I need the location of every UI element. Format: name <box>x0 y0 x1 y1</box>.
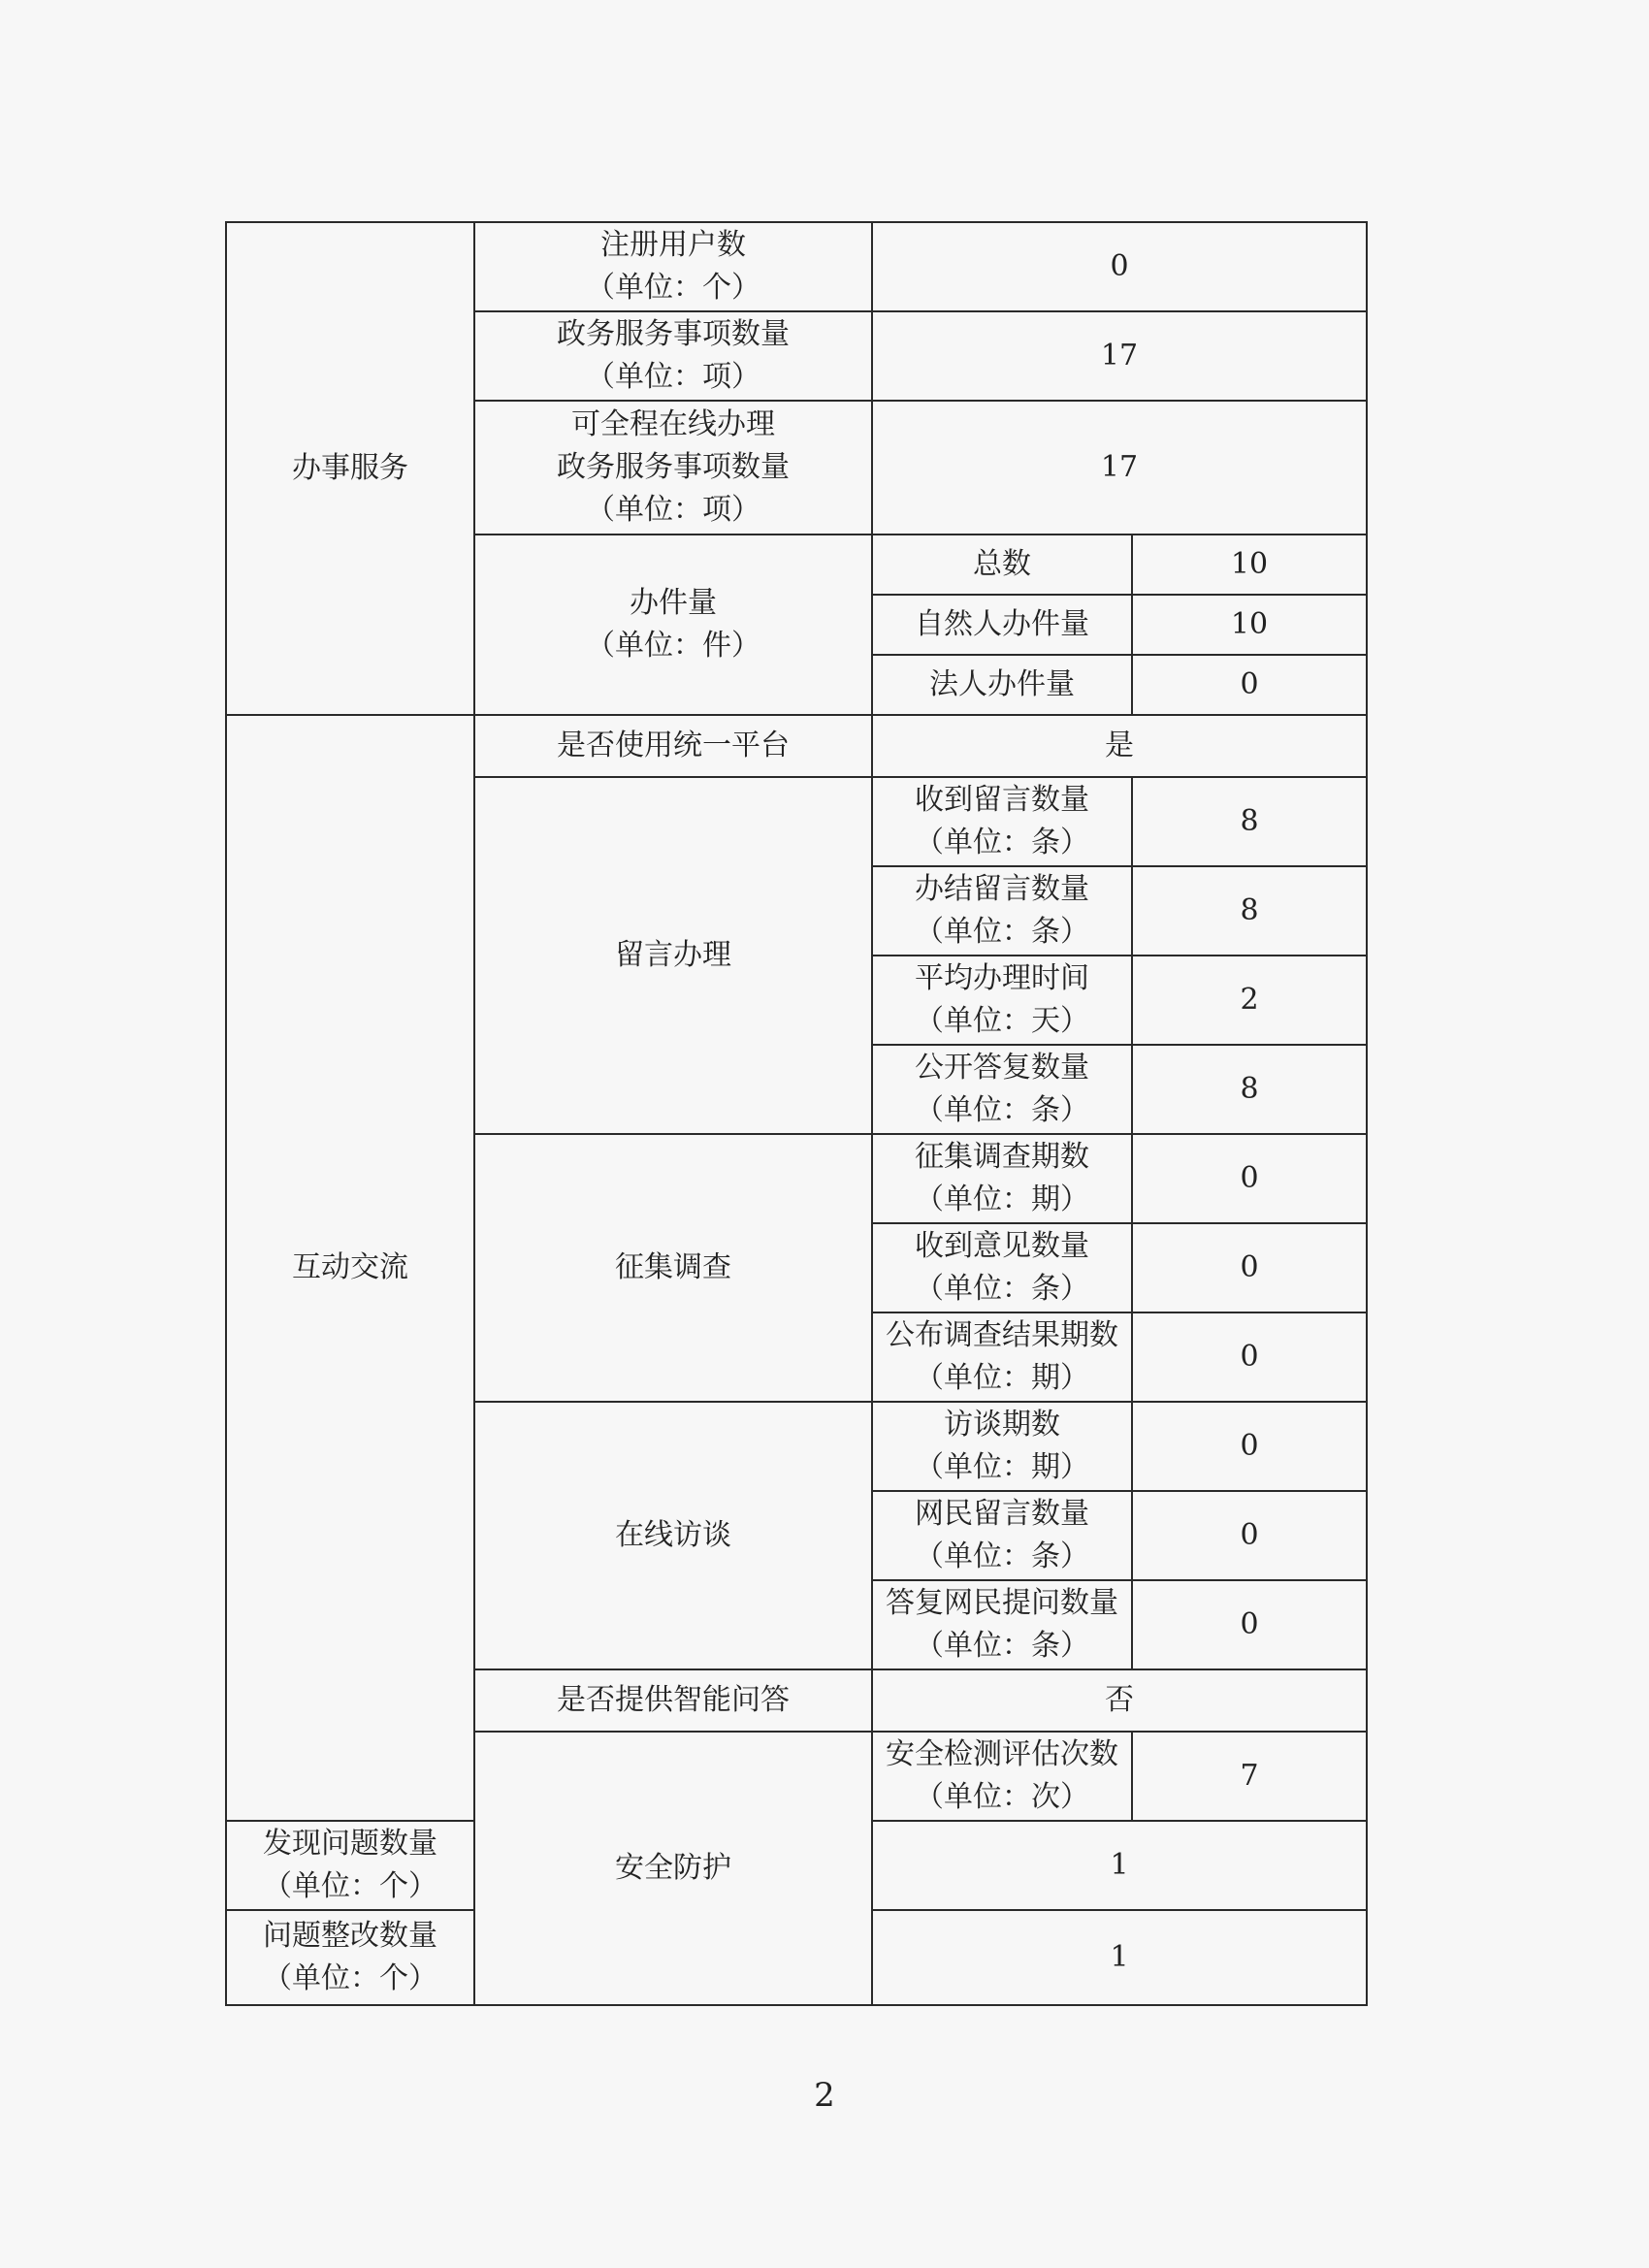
sub-label: 公布调查结果期数 （单位：期） <box>872 1312 1132 1402</box>
group-label-messages: 留言办理 <box>474 777 872 1134</box>
sub-label: 公开答复数量 （单位：条） <box>872 1045 1132 1134</box>
sub-label: 法人办件量 <box>872 655 1132 715</box>
row-label: 问题整改数量 （单位：个） <box>226 1910 474 2005</box>
statistics-table <box>225 221 1368 2006</box>
sub-value: 2 <box>1132 956 1367 1045</box>
row-label: 政务服务事项数量 （单位：项） <box>474 311 872 401</box>
row-label: 安全检测评估次数 （单位：次） <box>872 1732 1132 1821</box>
sub-value: 0 <box>1132 1134 1367 1223</box>
sub-label: 答复网民提问数量 （单位：条） <box>872 1580 1132 1669</box>
sub-label: 自然人办件量 <box>872 595 1132 655</box>
sub-value: 8 <box>1132 777 1367 866</box>
row-value: 7 <box>1132 1732 1367 1821</box>
section-title-interaction: 互动交流 <box>226 715 474 1821</box>
group-label-survey: 征集调查 <box>474 1134 872 1402</box>
sub-label: 网民留言数量 （单位：条） <box>872 1491 1132 1580</box>
sub-value: 10 <box>1132 595 1367 655</box>
row-label: 可全程在线办理 政务服务事项数量 （单位：项） <box>474 401 872 535</box>
row-value: 否 <box>872 1669 1367 1732</box>
sub-label: 收到意见数量 （单位：条） <box>872 1223 1132 1312</box>
sub-value: 10 <box>1132 535 1367 595</box>
sub-value: 8 <box>1132 1045 1367 1134</box>
sub-label: 办结留言数量 （单位：条） <box>872 866 1132 956</box>
sub-label: 征集调查期数 （单位：期） <box>872 1134 1132 1223</box>
sub-label: 平均办理时间 （单位：天） <box>872 956 1132 1045</box>
table-row <box>226 222 1367 311</box>
row-value: 1 <box>872 1821 1367 1910</box>
row-label: 发现问题数量 （单位：个） <box>226 1821 474 1910</box>
sub-value: 0 <box>1132 1223 1367 1312</box>
row-value: 1 <box>872 1910 1367 2005</box>
row-value: 0 <box>872 222 1367 311</box>
table-row <box>226 715 1367 777</box>
group-label-cases: 办件量 （单位：件） <box>474 535 872 715</box>
sub-value: 0 <box>1132 1312 1367 1402</box>
page-number: 2 <box>814 2076 835 2115</box>
sub-label: 总数 <box>872 535 1132 595</box>
sub-value: 0 <box>1132 1580 1367 1669</box>
row-value: 是 <box>872 715 1367 777</box>
row-label: 注册用户数 （单位：个） <box>474 222 872 311</box>
sub-label: 访谈期数 （单位：期） <box>872 1402 1132 1491</box>
row-value: 17 <box>872 311 1367 401</box>
sub-value: 8 <box>1132 866 1367 956</box>
section-title-service: 办事服务 <box>226 222 474 715</box>
section-title-security: 安全防护 <box>474 1732 872 2005</box>
sub-value: 0 <box>1132 655 1367 715</box>
row-label: 是否提供智能问答 <box>474 1669 872 1732</box>
sub-value: 0 <box>1132 1491 1367 1580</box>
group-label-interview: 在线访谈 <box>474 1402 872 1669</box>
sub-label: 收到留言数量 （单位：条） <box>872 777 1132 866</box>
sub-value: 0 <box>1132 1402 1367 1491</box>
row-label: 是否使用统一平台 <box>474 715 872 777</box>
row-value: 17 <box>872 401 1367 535</box>
